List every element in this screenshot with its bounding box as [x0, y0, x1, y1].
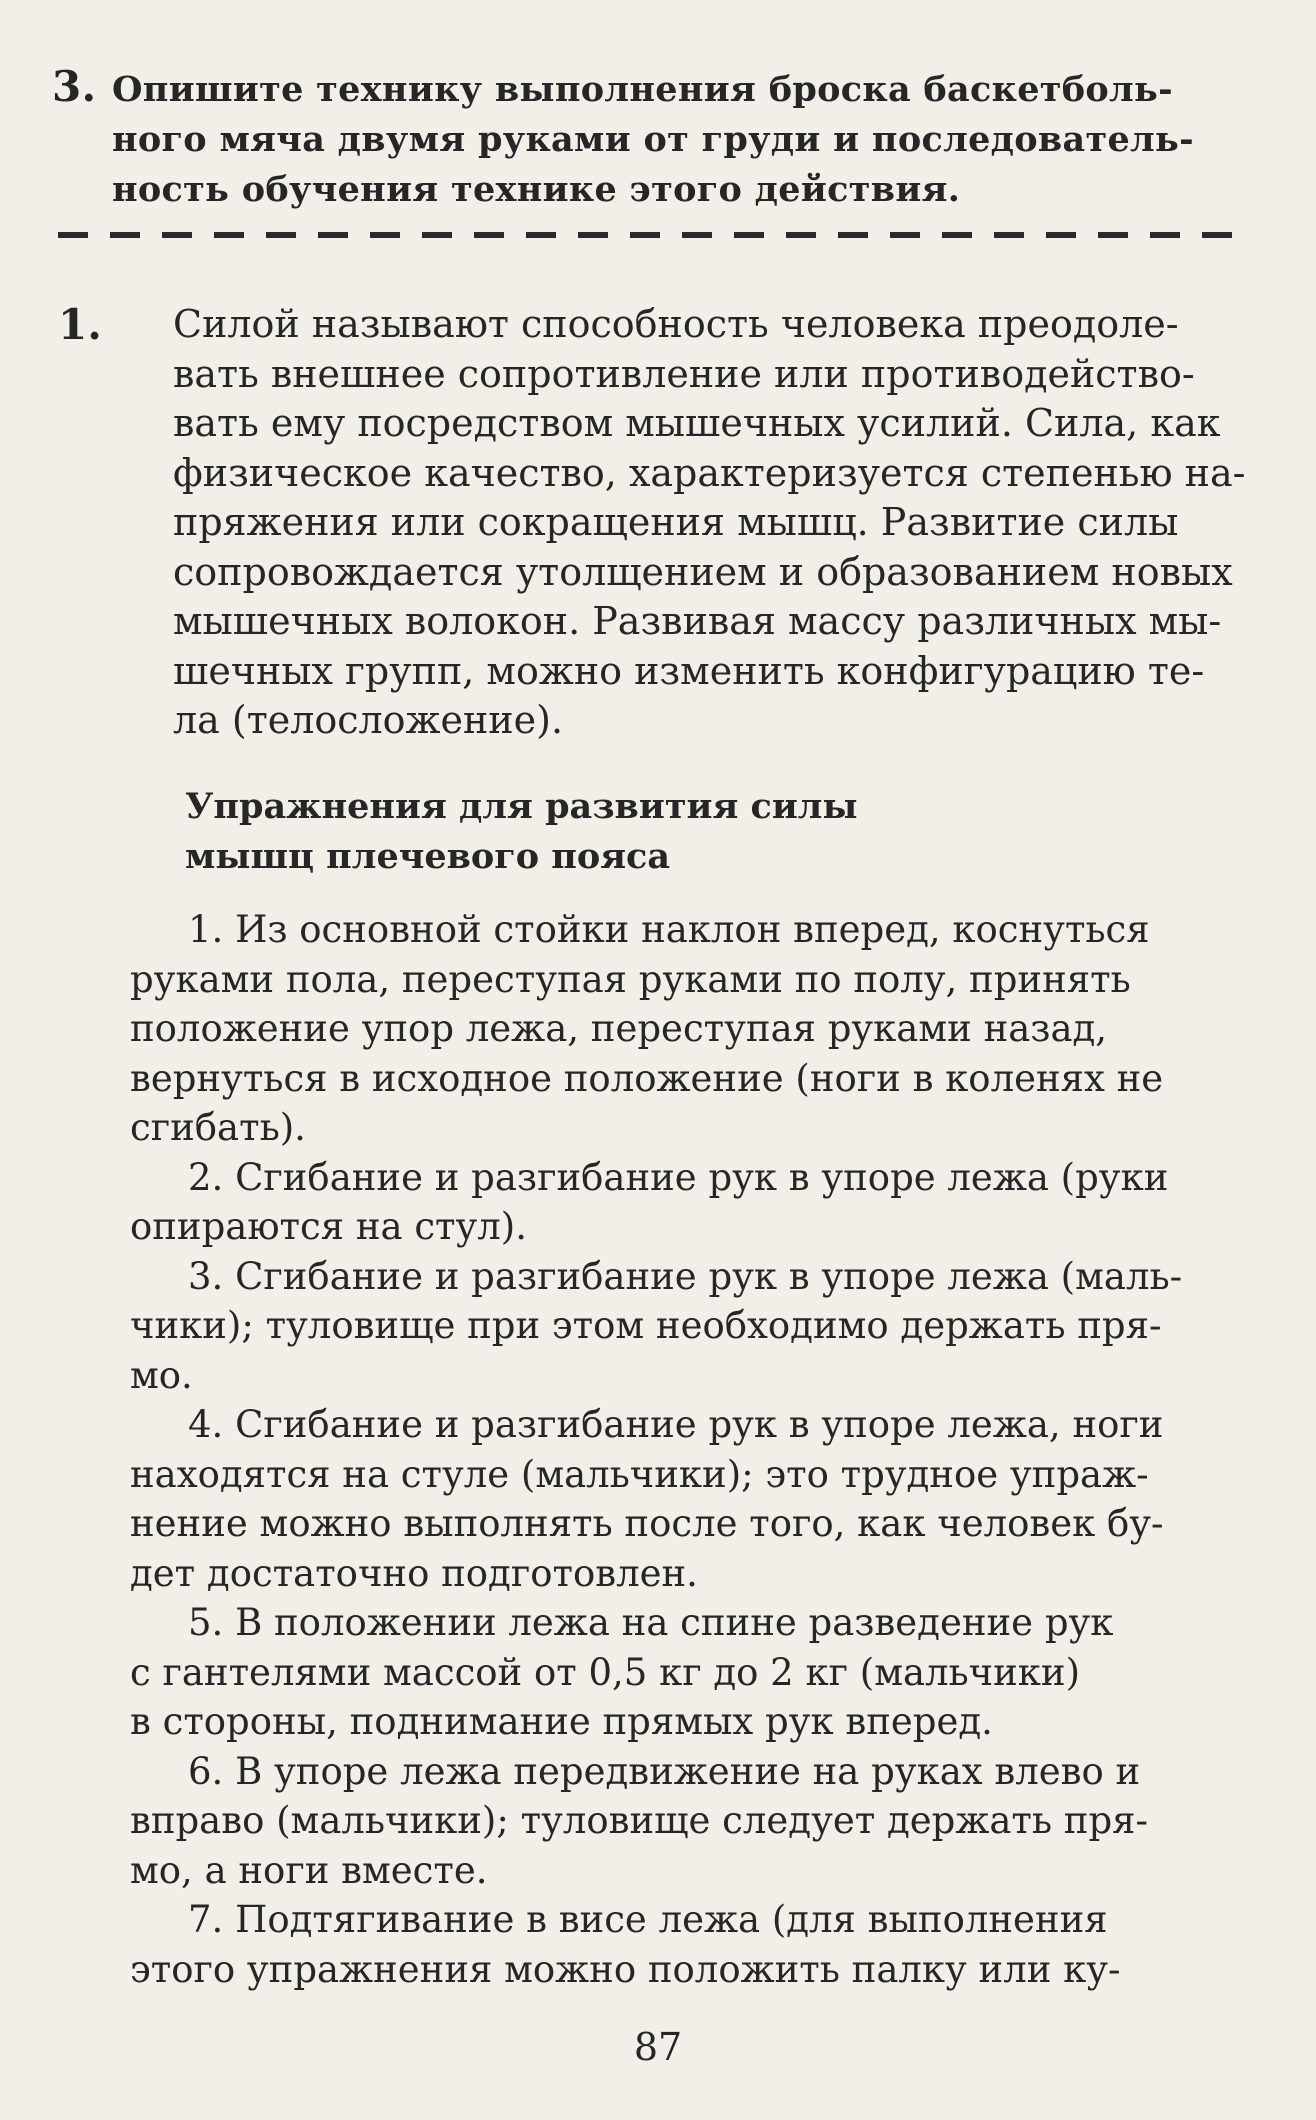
exercise-item: [130, 905, 1260, 1153]
section-heading-line: Упражнения для развития силы: [185, 786, 858, 827]
page-number: 87: [633, 2025, 683, 2069]
exercise-line: мо, а ноги вместе.: [130, 1848, 488, 1892]
exercise-line: 4. Сгибание и разгибание рук в упоре лежа, ноги: [188, 1403, 1164, 1446]
section-heading-line: мышц плечевого пояса: [185, 836, 671, 877]
exercise-item: [130, 1153, 1260, 1252]
exercise-line: находятся на стуле (мальчики); это трудное упраж-: [130, 1452, 1149, 1496]
question-3: [52, 62, 1242, 215]
exercise-item: [130, 1252, 1260, 1401]
answer-1-line: ла (телосложение).: [173, 698, 564, 742]
answer-1-line: сопровождается утолщением и образованием новых: [173, 549, 1233, 594]
exercise-line: вправо (мальчики); туловище следует держать пря-: [130, 1799, 1148, 1842]
exercise-line: 6. В упоре лежа передвижение на руках влево и: [188, 1749, 1141, 1793]
answer-1-line: мышечных волокон. Развивая массу различных мы-: [173, 599, 1222, 643]
answer-1-line: вать ему посредством мышечных усилий. Сила, как: [173, 401, 1221, 445]
answer-1-line: физическое качество, характеризуется степенью на-: [173, 450, 1246, 495]
exercise-line: дет достаточно подготовлен.: [130, 1551, 698, 1595]
answer-dashed-divider: [58, 232, 1248, 238]
exercise-line: вернуться в исходное положение (ноги в коленях не: [130, 1056, 1164, 1100]
answer-1-line: Силой называют способность человека преодоле-: [173, 302, 1179, 346]
exercise-line: мо.: [130, 1353, 193, 1397]
exercise-line: в стороны, поднимание прямых рук вперед.: [130, 1700, 993, 1743]
exercise-line: 3. Сгибание и разгибание рук в упоре лежа (маль-: [188, 1254, 1183, 1298]
exercise-item: [130, 1400, 1260, 1598]
exercise-line: с гантелями массой от 0,5 кг до 2 кг (мальчики): [130, 1650, 1081, 1694]
exercise-line: сгибать).: [130, 1106, 306, 1149]
answer-1-line: вать внешнее сопротивление или противодейство-: [173, 351, 1195, 396]
question-3-line: ного мяча двумя руками от груди и последователь-: [112, 119, 1194, 160]
exercise-line: опираются на стул).: [130, 1205, 527, 1248]
question-3-line: 3. Опишите технику выполнения броска баскетболь-: [52, 62, 1173, 111]
exercise-line: 1. Из основной стойки наклон вперед, коснуться: [188, 908, 1150, 951]
question-3-line: ность обучения технике этого действия.: [112, 169, 961, 210]
exercise-line: 5. В положении лежа на спине разведение рук: [188, 1601, 1114, 1644]
exercise-item: [130, 1747, 1260, 1896]
exercise-line: 2. Сгибание и разгибание рук в упоре лежа (руки: [188, 1155, 1169, 1199]
exercise-line: этого упражнения можно положить палку или ку-: [130, 1947, 1121, 1991]
answer-1-number: 1.: [58, 300, 102, 349]
question-3-number: 3.: [52, 62, 97, 111]
exercise-line: положение упор лежа, переступая руками назад,: [130, 1007, 1108, 1050]
exercise-item: [130, 1598, 1260, 1747]
exercise-line: 7. Подтягивание в висе лежа (для выполнения: [188, 1898, 1108, 1941]
answer-1: [58, 300, 1248, 746]
section-heading: [185, 782, 858, 882]
answer-1-line: пряжения или сокращения мышц. Развитие силы: [173, 500, 1179, 544]
exercise-list: [130, 905, 1260, 1994]
exercise-line: чики); туловище при этом необходимо держать пря-: [130, 1304, 1162, 1347]
exercise-line: нение можно выполнять после того, как человек бу-: [130, 1502, 1164, 1545]
exercise-item: [130, 1895, 1260, 1994]
exercise-line: руками пола, переступая руками по полу, принять: [130, 957, 1131, 1001]
answer-1-line: шечных групп, можно изменить конфигурацию те-: [173, 648, 1205, 693]
